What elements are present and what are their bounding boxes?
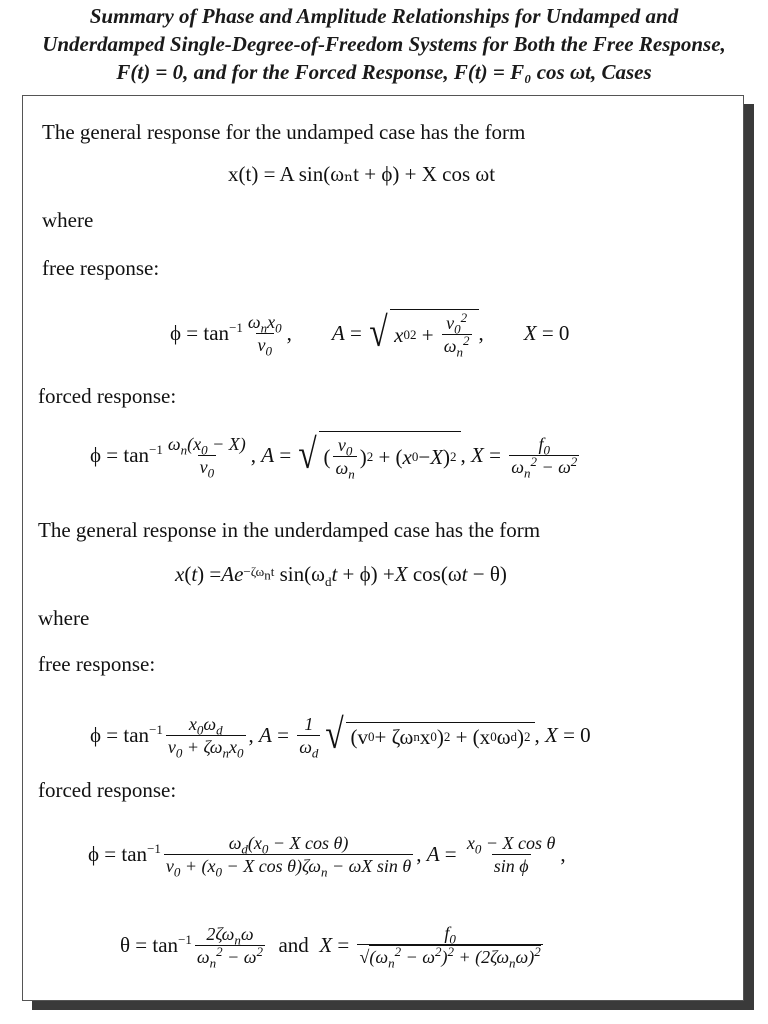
undamped-free-equation: $\phi = \tan^{-1}$ $\frac{\omega_nx_0}{v_0}$ , A = √ x 0 2 + $\frac{v_0^2}{\omega_n^2}$ , X = 0 <box>170 310 570 360</box>
where-label-2: where <box>38 606 90 630</box>
title-line-3: F(t) = 0, and for the Forced Response, F(t) = F₀ cos ωt, Cases <box>116 60 652 84</box>
free-response-label-2: free response: <box>38 652 156 676</box>
underdamped-intro: The general response in the underdamped case has the form <box>38 518 541 542</box>
title-line-2: Underdamped Single-Degree-of-Freedom Systems for Both the Free Response, <box>42 32 726 56</box>
underdamped-free-equation: $\phi = \tan^{-1}$ $\frac{x_0\omega_d}{v_0 + \zeta\omega_nx_0}$ , A = $\frac{1}{\omega_d}$ √ (v 0 + ζω n x 0 ) 2 + (x 0 ω d ) 2 , X = 0 <box>90 712 591 761</box>
undamped-intro: The general response for the undamped case has the form <box>42 120 526 144</box>
underdamped-general-equation: x ( t ) = Ae $-\zeta\omega_nt$ $\sin(\omega_d$ t + ϕ) + X cos(ω t − θ) <box>175 562 507 590</box>
theta-and-amplitude-equation: $\theta = \tan^{-1}$ $\frac{2\zeta\omega_n\omega}{\omega_n^2 - \omega^2}$ and X = $f_0$ √ $(\omega_n^2 - \omega^2)^2 + (2\zeta\omega_n\omega)^2$ <box>120 923 541 971</box>
document-title <box>0 2 768 86</box>
forced-response-label-2: forced response: <box>38 778 177 802</box>
where-label-1: where <box>42 208 94 232</box>
title-line-1: Summary of Phase and Amplitude Relationships for Undamped and <box>89 4 679 28</box>
forced-response-label-1: forced response: <box>38 384 177 408</box>
undamped-forced-equation: $\phi = \tan^{-1}$ $\frac{\omega_n(x_0 - X)}{v_0}$ , A = √ ( $\frac{v_0}{\omega_n}$ ) 2 + ( x 0 − X ) 2 , X = $\frac{f_0}{\omega_n^2 - \omega^2}$ <box>90 432 578 482</box>
free-response-label-1: free response: <box>42 256 160 280</box>
underdamped-forced-equation: $\phi = \tan^{-1}$ $\frac{\omega_d(x_0 - X \cos \theta)}{v_0 + (x_0 - X \cos \theta)\zeta\omega_n - \omega X \sin \theta}$ , A = $\frac{x_0 - X \cos \theta}{\text{sin ϕ}}$ , <box>88 832 566 880</box>
undamped-general-equation: x(t) = A sin(ωₙt + ϕ) + X cos ωt <box>228 162 496 186</box>
